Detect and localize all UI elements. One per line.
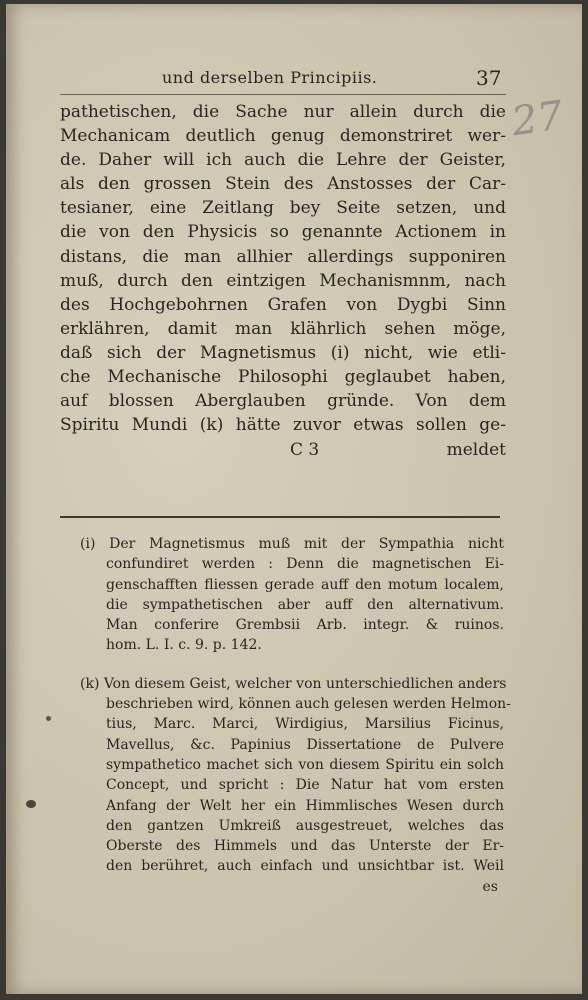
page-number: 37 [476,66,502,90]
footnote-line: hom. L. I. c. 9. p. 142. [106,637,262,654]
text-line: Spiritu Mundi (k) hätte zuvor etwas sollen ge- [60,415,506,436]
footnote-i [60,534,504,656]
text-line: che Mechanische Philosophi geglaubet haben, [60,367,506,388]
footnote-line: die sympathetischen aber auff den alternativum. [106,596,504,613]
footnote-line: Oberste des Himmels und das Unterste der Er- [106,838,504,855]
header-rule [60,94,506,95]
footnote-catchword: es [482,878,498,895]
footnote-line: Anfang der Welt her ein Himmlisches Wesen durch [106,797,504,814]
signature-line [60,437,506,463]
main-text [60,100,506,463]
footnote-line: Man conferire Grembsii Arb. integr. & ruinos. [106,617,504,634]
footnote-line: confundiret werden : Denn die magnetischen Ei- [106,556,504,573]
signature-mark: C 3 [290,440,320,461]
footnote-line: genschafften fliessen gerade auff den motum localem, [106,576,504,593]
page-header [6,66,582,94]
footnote-line: den gantzen Umkreiß ausgestreuet, welches das [106,817,504,834]
running-head: und derselben Principiis. [162,68,378,87]
footnote-line: (i) Der Magnetismus muß mit der Sympathia nicht [80,536,504,552]
text-line: Mechanicam deutlich genug demonstriret wer- [60,126,506,147]
text-line: auf blossen Aberglauben gründe. Von dem [60,391,506,412]
text-line: muß, durch den eintzigen Mechanismnm, nach [60,270,506,291]
footnote-line: beschrieben wird, können auch gelesen werden Helmon- [106,696,511,713]
text-line: distans, die man allhier allerdings supponiren [60,246,506,267]
footnote-line: Concept, und spricht : Die Natur hat vom ersten [106,777,504,794]
text-line: tesianer, eine Zeitlang bey Seite setzen, und [60,198,506,219]
ink-dot [46,716,51,721]
footnote-rule [60,516,500,518]
book-page [6,4,582,994]
footnote-line: den berühret, auch einfach und unsichtbar ist. Weil [106,858,504,875]
text-line: daß sich der Magnetismus (i) nicht, wie etli- [60,342,506,363]
footnote-k [60,674,511,897]
text-line: de. Daher will ich auch die Lehre der Geister, [60,150,506,171]
footnote-line: (k) Von diesem Geist, welcher von unterschiedlichen anders [80,675,507,692]
ink-smudge [26,800,36,808]
handwritten-mark: 27 [509,92,566,146]
footnote-line: tius, Marc. Marci, Wirdigius, Marsilius Ficinus, [106,716,504,733]
text-line: des Hochgebohrnen Grafen von Dygbi Sinn [60,294,506,315]
footnote-line: Mavellus, &c. Papinius Dissertatione de Pulvere [106,736,504,753]
footnote-line: sympathetico machet sich von diesem Spiritu ein solch [106,756,504,773]
footnotes [60,534,511,897]
catchword: meldet [446,440,506,461]
text-line: als den grossen Stein des Anstosses der Car- [60,174,506,195]
text-line: die von den Physicis so genannte Actionem in [60,222,506,243]
text-line: pathetischen, die Sache nur allein durch die [60,102,506,122]
text-line: erklähren, damit man klährlich sehen möge, [60,318,506,339]
